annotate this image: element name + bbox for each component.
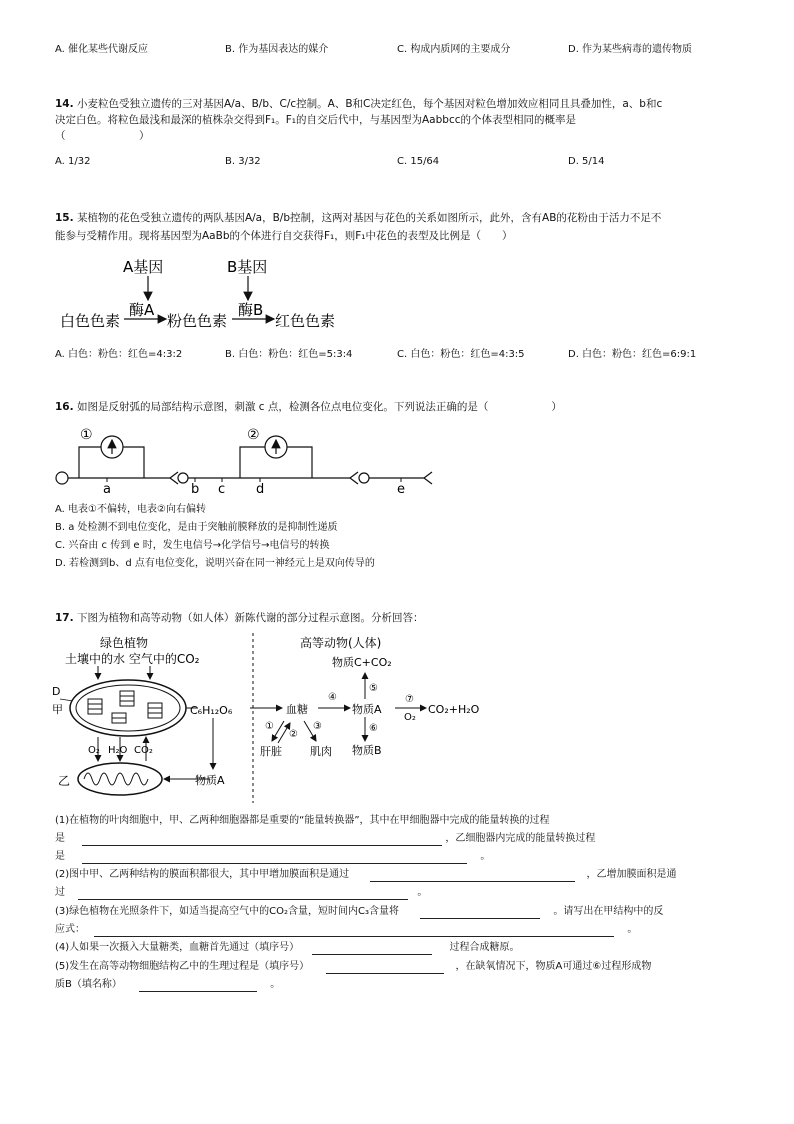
neuron3-soma [359,473,369,483]
plant-sources: 土壤中的水 空气中的CO₂ [65,652,200,666]
q17-part2-line1: (2)图中甲、乙两种结构的膜面积都很大，其中甲增加膜面积是通过 ，乙增加膜面积是通 [55,869,677,880]
q15-stem [55,207,745,247]
q17-part3-line2: 应式： 。 [55,924,638,935]
q17-part4-line: (4)人如果一次摄入大量糖类，血糖首先通过（填序号） 过程合成糖原。 [55,942,520,953]
q15-number: 15. [55,212,74,224]
q17-part1-line2: 是 ，乙细胞器内完成的能量转换过程 [55,833,596,844]
glucose-label: C₆H₁₂O₆ [190,704,233,717]
q13-option-b[interactable]: B. 作为基因表达的媒介 [225,44,329,55]
o2-cond-label: O₂ [404,712,416,723]
neuron1-soma [56,472,68,484]
substance-b-label: 物质B [352,744,382,757]
q16-option-d[interactable]: D. 若检测到b、d 点有电位变化，说明兴奋在同一神经元上是双向传导的 [55,558,375,569]
n2-label: ② [289,729,298,740]
q15-option-b[interactable]: B. 白色：粉色：红色=5:3:4 [225,349,353,360]
q15-option-c[interactable]: C. 白色：粉色：红色=4:3:5 [397,349,525,360]
q16-stem [55,396,745,418]
q15-line2: 能参与受精作用。现将基因型为AaBb的个体进行自交获得F₁，则F₁中花色的表型及比例是（ ） [55,230,513,242]
q16-option-a[interactable]: A. 电表①不偏转，电表②向右偏转 [55,504,206,515]
enzyme-a-label: 酶A [129,301,155,319]
neuron2-soma [178,473,188,483]
q14-option-c[interactable]: C. 15/64 [397,156,440,167]
substance-c-label: 物质C+CO₂ [332,656,392,669]
q16-option-c[interactable]: C. 兴奋由 c 传到 e 时，发生电信号→化学信号→电信号的转换 [55,540,330,551]
label-yi: 乙 [58,774,71,788]
answer-blank-7[interactable] [312,943,432,955]
red-pigment: 红色色素 [275,312,336,330]
q17-part1-line1: (1)在植物的叶肉细胞中，甲、乙两种细胞器都是重要的“能量转换器”，其中在甲细胞器中完成的能量转换的过程 [55,815,550,826]
animal-title: 高等动物(人体) [300,636,382,650]
label-jia: 甲 [52,703,63,716]
n6-label: ⑥ [369,723,378,734]
q15-option-d[interactable]: D. 白色：粉色：红色=6:9:1 [568,349,697,360]
q17-stem [55,607,745,629]
gene-b-label: B基因 [227,258,268,276]
answer-blank-3[interactable] [370,870,575,882]
q13-option-a[interactable]: A. 催化某些代谢反应 [55,44,149,55]
q14-option-a[interactable]: A. 1/32 [55,156,91,167]
q17-diagram [50,633,500,803]
synapse-2 [350,472,358,484]
muscle-label: 肌肉 [310,745,332,758]
mitochondrion [78,763,162,795]
q16-diagram [50,420,440,500]
point-e-label: e [397,482,405,497]
q14-option-b[interactable]: B. 3/32 [225,156,261,167]
n5-label: ⑤ [369,683,378,694]
answer-blank-8[interactable] [326,962,444,974]
white-pigment: 白色色素 [60,312,121,330]
q16-stem-text: 如图是反射弧的局部结构示意图，刺激 c 点，检测各位点电位变化。下列说法正确的是（ ） [76,401,562,413]
products-label: CO₂+H₂O [428,703,480,716]
co2-label: CO₂ [134,745,153,756]
n3-label: ③ [313,721,322,732]
blood-sugar-label: 血糖 [286,703,308,716]
synapse-1 [170,472,178,484]
q17-part3-line1: (3)绿色植物在光照条件下，如适当提高空气中的CO₂含量，短时间内C₃含量将 。请写出在甲结构中的反 [55,906,664,917]
point-b-label: b [191,482,200,497]
answer-blank-2[interactable] [82,852,467,864]
q13-options [55,40,755,56]
answer-blank-1[interactable] [82,834,442,846]
substance-a-plant-label: 物质A [195,774,225,787]
q15-line1: 某植物的花色受独立遗传的两队基因A/a，B/b控制，这两对基因与花色的关系如图所示，此外，含有AB的花粉由于活力不足不 [76,212,662,224]
o2-label: O₂ [88,745,100,756]
label-d: D [52,685,61,698]
q17-part2-line2: 过 。 [55,887,428,898]
point-a-label: a [103,482,111,497]
answer-blank-4[interactable] [78,888,408,900]
neuron3-ending [424,472,432,484]
n1-label: ① [265,721,274,732]
q13-option-c[interactable]: C. 构成内质网的主要成分 [397,44,511,55]
q16-number: 16. [55,401,74,413]
h2o-label: H₂O [108,745,128,756]
q15-option-a[interactable]: A. 白色：粉色：红色=4:3:2 [55,349,183,360]
q17-part1-line3: 是 。 [55,851,491,862]
meter2-label: ② [247,427,260,443]
substance-a-label: 物质A [352,703,382,716]
q16-option-b[interactable]: B. a 处检测不到电位变化，是由于突触前膜释放的是抑制性递质 [55,522,338,533]
meter1-label: ① [80,427,93,443]
q14-stem [55,93,745,147]
q14-options [55,156,755,172]
answer-blank-9[interactable] [139,980,257,992]
q17-part5-line2: 质B（填名称） 。 [55,979,281,990]
q15-options [55,345,755,361]
q14-number: 14. [55,98,74,110]
q14-paren: （ ） [55,130,150,142]
plant-title: 绿色植物 [100,636,149,650]
enzyme-b-label: 酶B [238,301,264,319]
q13-option-d[interactable]: D. 作为某些病毒的遗传物质 [568,44,693,55]
q14-line2: 决定白色。将粒色最浅和最深的植株杂交得到F₁。F₁的自交后代中，与基因型为Aabbcc的个体表型相同的概率是 [55,114,576,126]
q17-number: 17. [55,612,74,624]
answer-blank-6[interactable] [94,925,614,937]
q14-option-d[interactable]: D. 5/14 [568,156,605,167]
q17-stem-text: 下图为植物和高等动物（如人体）新陈代谢的部分过程示意图。分析回答： [76,612,424,624]
q14-line1: 小麦粒色受独立遗传的三对基因A/a、B/b、C/c控制。A、B和C决定红色，每个基因对粒色增加效应相同且具叠加性，a、b和c [76,98,663,110]
pink-pigment: 粉色色素 [167,312,228,330]
n7-label: ⑦ [405,694,414,705]
liver-label: 肝脏 [260,745,282,758]
gene-a-label: A基因 [123,258,164,276]
q17-part5-line1: (5)发生在高等动物细胞结构乙中的生理过程是（填序号） ，在缺氧情况下，物质A可通过⑥过程形成物 [55,961,652,972]
answer-blank-5[interactable] [420,907,540,919]
n4-label: ④ [328,692,337,703]
chloroplast [70,680,186,736]
q15-diagram [50,252,370,336]
point-c-label: c [218,482,226,497]
point-d-label: d [256,482,265,497]
